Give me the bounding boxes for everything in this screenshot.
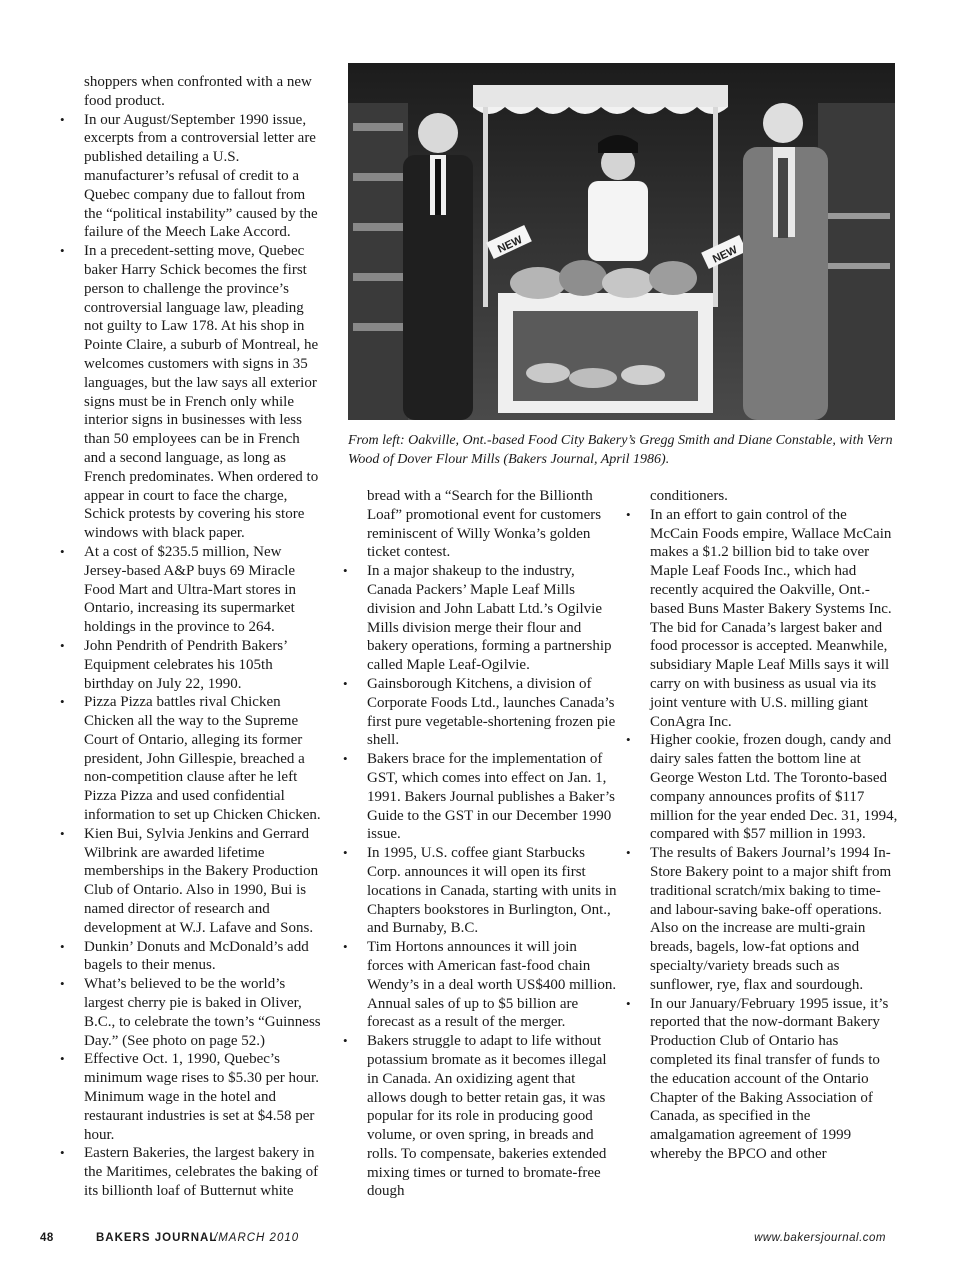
bullet-icon: • <box>60 243 65 259</box>
list-item: • Gainsborough Kitchens, a division of Corporate Foods Ltd., launches Canada’s first pure vegetable-shortening frozen pie shell. <box>343 675 616 749</box>
bullet-icon: • <box>60 543 65 559</box>
bullet-icon: • <box>626 995 631 1011</box>
bullet-icon: • <box>60 938 65 954</box>
website-url[interactable]: www.bakersjournal.com <box>754 1232 886 1244</box>
page-number: 48 <box>40 1232 54 1244</box>
bakery-cart-illustration <box>348 63 895 420</box>
photo-caption: From left: Oakville, Ont.-based Food City Bakery’s Gregg Smith and Diane Constable, with Vern Wood of Dover Flour Mills (Bakers Journal, April 1986). <box>348 433 893 467</box>
magazine-name: BAKERS JOURNAL <box>96 1232 218 1244</box>
column-2-lead: bread with a “Search for the Billionth Loaf” promotional event for customers reminiscent of Willy Wonka’s golden ticket contest. <box>367 488 602 561</box>
bullet-icon: • <box>343 1033 348 1049</box>
bullet-icon: • <box>60 1145 65 1161</box>
list-item: • Bakers brace for the implementation of GST, which comes into effect on Jan. 1, 1991. Bakers Journal publishes a Baker’s Guide to the GST in our December 1990 issue. <box>343 751 616 843</box>
list-item: • In 1995, U.S. coffee giant Starbucks Corp. announces it will open its first locations in Canada, starting with units in Chapters bookstores in Burlington, Ont., and Burnaby, B.C. <box>343 845 617 937</box>
new-sign-left: NEW <box>495 233 525 256</box>
bullet-icon: • <box>343 939 348 955</box>
bakery-photo <box>348 63 895 420</box>
list-item: • What’s believed to be the world’s largest cherry pie is baked in Oliver, B.C., to celebrate the town’s “Guinness Day.” (See photo on page 52.) <box>60 976 321 1049</box>
list-item: • Higher cookie, frozen dough, candy and dairy sales fatten the bottom line at George Weston Ltd. The Toronto-based company announces profits of $117 million for the year ended Dec. 31, 1994, compared with $57 million in 1993. <box>626 732 898 843</box>
bullet-icon: • <box>343 563 348 579</box>
bullet-icon: • <box>626 845 631 861</box>
list-item: • In a major shakeup to the industry, Canada Packers’ Maple Leaf Mills division and John Labatt Ltd.’s Ogilvie Mills division merge their flour and bakery operations, forming a partnership called Maple Leaf-Ogilvie. <box>343 563 612 674</box>
bullet-icon: • <box>343 845 348 861</box>
list-item: • Bakers struggle to adapt to life without potassium bromate as it becomes illegal in Canada. An oxidizing agent that allows dough to better retain gas, it was popular for its role in producing good volume, or oven spring, in breads and rolls. To compensate, bakeries extended mixing times or turned to bromate-free dough <box>343 1033 607 1200</box>
bullet-icon: • <box>60 825 65 841</box>
column-1-list <box>57 111 325 1201</box>
new-sign-right: NEW <box>710 243 740 266</box>
list-item: • The results of Bakers Journal’s 1994 In-Store Bakery point to a major shift from traditional scratch/mix baking to time- and labour-saving bake-off operations. Also on the increase are multi-grain breads, bagels, low-fat options and specialty/variety breads such as sunflower, rye, flax and sourdough. <box>626 845 892 993</box>
list-item: • In our August/September 1990 issue, excerpts from a controversial letter are published detailing a U.S. manufacturer’s refusal of credit to a Quebec company due to fallout from the “political instability” caused by the failure of the Meech Lake Accord. <box>60 111 318 241</box>
bullet-icon: • <box>60 1051 65 1067</box>
column-3-lead: conditioners. <box>650 488 728 504</box>
article-column-2 <box>340 487 617 1201</box>
article-column-3 <box>623 487 898 1164</box>
list-item: • John Pendrith of Pendrith Bakers’ Equipment celebrates his 105th birthday on July 22, 1990. <box>60 637 288 692</box>
bullet-icon: • <box>60 111 65 127</box>
list-item: • In a precedent-setting move, Quebec baker Harry Schick becomes the first person to challenge the province’s controversial language law, pleading not guilty to Law 178. At his shop in Pointe Claire, a suburb of Montreal, he welcomes customers with signs in 35 languages, but the law says all exterior signs must be in French only while interior signs in businesses with less than 50 employees can be in French and a second language, as long as French predominates. When ordered to appear in court to face the charge, Schick protests by covering his store windows with black paper. <box>60 243 319 542</box>
list-item: • Dunkin’ Donuts and McDonald’s add bagels to their menus. <box>60 938 309 974</box>
issue-date: /MARCH 2010 <box>214 1232 300 1244</box>
list-item: • At a cost of $235.5 million, New Jersey-based A&P buys 69 Miracle Food Mart and Ultra-Mart stores in Ontario, increasing its supermarket holdings in the province to 264. <box>60 543 297 636</box>
list-item: • Tim Hortons announces it will join forces with American fast-food chain Wendy’s in a deal worth US$400 million. Annual sales of up to $5 billion are forecast as a result of the merger. <box>343 939 617 1031</box>
list-item: • In an effort to gain control of the McCain Foods empire, Wallace McCain makes a $1.2 billion bid to take over Maple Leaf Foods Inc., which had recently acquired the Oakville, Ont.-based Buns Master Bakery Systems Inc. The bid for Canada’s largest baker and food processor is accepted. Meanwhile, subsidiary Maple Leaf Mills says it will carry on with business as usual via its joint venture with U.S. milling giant ConAgra Inc. <box>626 506 892 730</box>
list-item: • Kien Bui, Sylvia Jenkins and Gerrard Wilbrink are awarded lifetime memberships in the Bakery Production Club of Ontario. Also in 1990, Bui is named director of research and development at W.J. Lafave and Sons. <box>60 825 319 936</box>
bullet-icon: • <box>626 732 631 748</box>
list-item: • Pizza Pizza battles rival Chicken Chicken all the way to the Supreme Court of Ontario, alleging its former president, John Gillespie, breached a non-competition clause after he left Pizza Pizza and used confidential information to set up Chicken Chicken. <box>60 694 321 824</box>
list-item: • Eastern Bakeries, the largest bakery in the Maritimes, celebrates the baking of its billionth loaf of Butternut white <box>60 1145 319 1200</box>
bullet-icon: • <box>60 976 65 992</box>
bullet-icon: • <box>343 675 348 691</box>
column-3-list <box>623 506 898 1164</box>
list-item: • In our January/February 1995 issue, it’s reported that the now-dormant Bakery Production Club of Ontario has completed its final transfer of funds to the education account of the Ontario Chapter of the Baking Association of Canada, as specified in the amalgamation agreement of 1999 whereby the BPCO and other <box>626 995 889 1162</box>
bullet-icon: • <box>60 637 65 653</box>
bullet-icon: • <box>626 506 631 522</box>
bullet-icon: • <box>60 694 65 710</box>
article-column-1 <box>57 73 325 1201</box>
bullet-icon: • <box>343 751 348 767</box>
column-2-list <box>340 562 617 1201</box>
column-1-lead: shoppers when confronted with a new food product. <box>84 74 312 109</box>
list-item: • Effective Oct. 1, 1990, Quebec’s minimum wage rises to $5.30 per hour. Minimum wage in the hotel and restaurant industries is set at $4.58 per hour. <box>60 1051 319 1143</box>
page-footer <box>40 1232 886 1252</box>
